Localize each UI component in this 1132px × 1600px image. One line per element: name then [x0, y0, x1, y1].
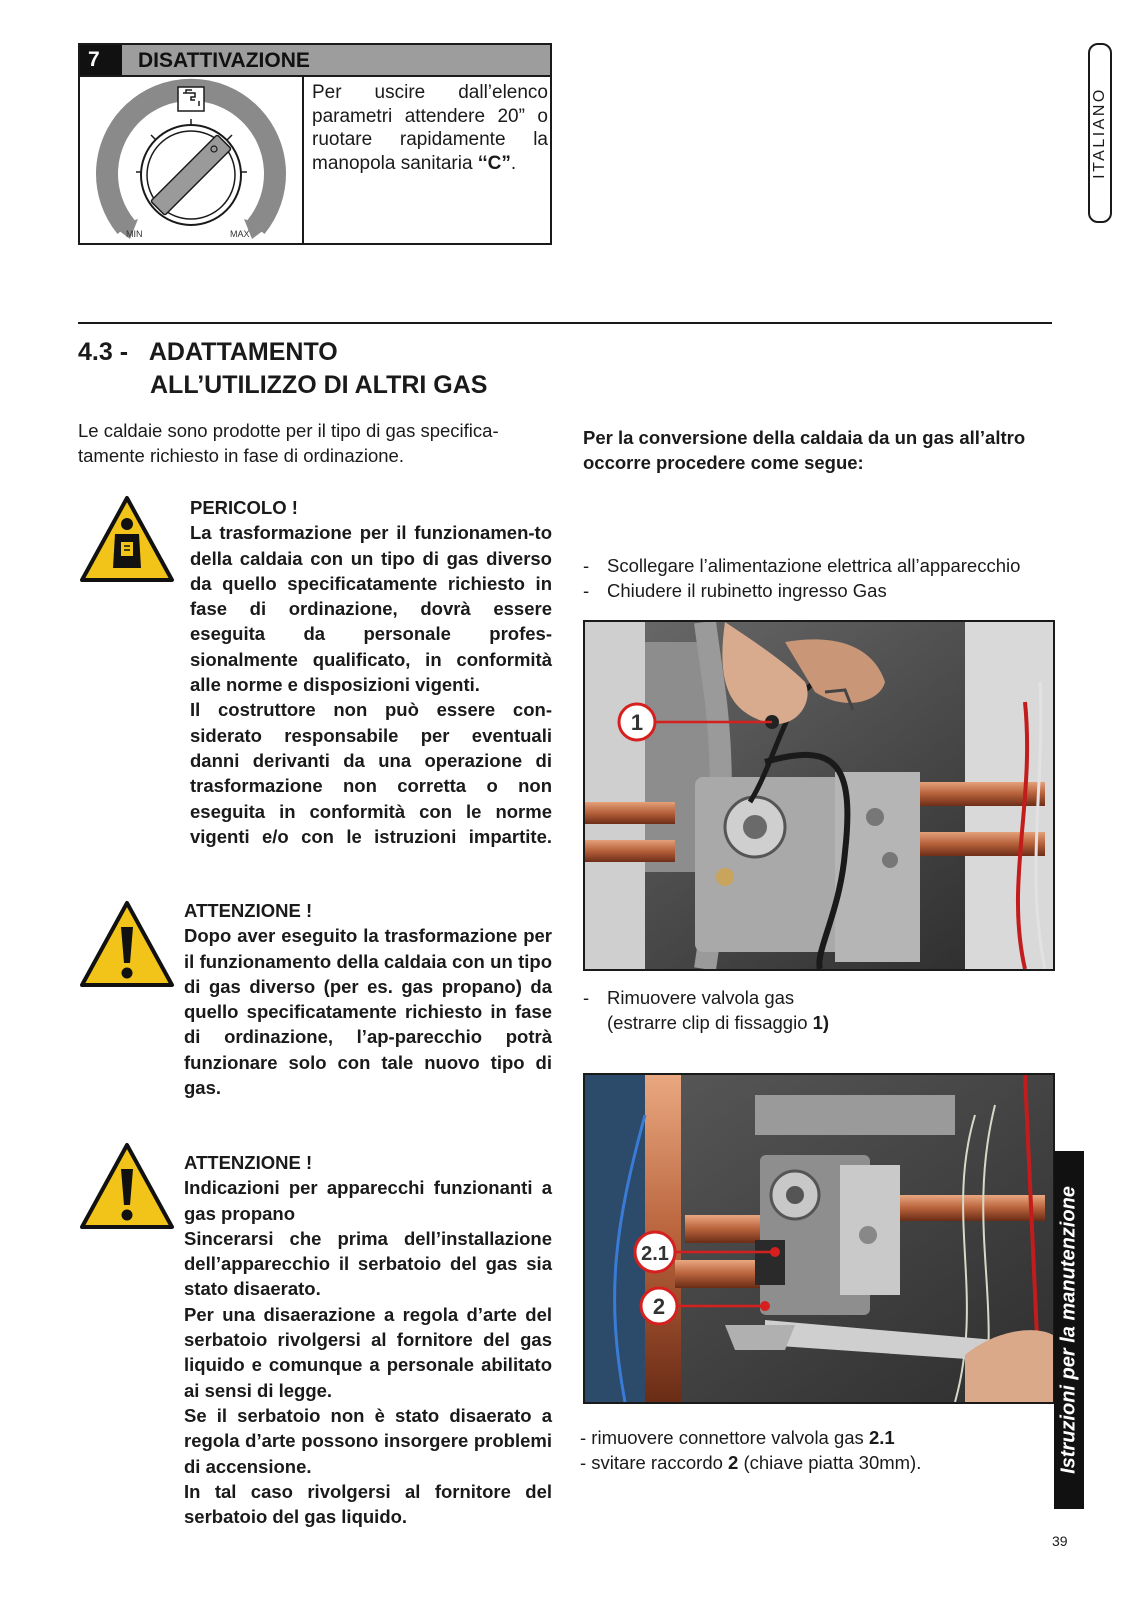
intro-text: Le caldaie sono prodotte per il tipo di gas specifica- tamente richiesto in fase di ordinazione.	[78, 420, 499, 466]
step-instructions: Per uscire dall’elenco parametri attendere 20” o ruotare rapidamente la manopola sanitaria ‘‘C”.	[312, 82, 548, 174]
svg-text:MAX: MAX	[230, 229, 250, 239]
callout-1: 1	[630, 710, 644, 735]
list-item: - Chiudere il rubinetto ingresso Gas	[583, 580, 887, 601]
knob-figure	[80, 77, 304, 243]
section-tab-label: Istruzioni per la manutenzione	[1057, 1186, 1080, 1474]
gas-valve-photo-2	[583, 1073, 1055, 1404]
exclamation-warning-icon	[78, 899, 176, 989]
list-item: - Scollegare l’alimentazione elettrica all’apparecchio	[583, 555, 1021, 576]
svg-text:MIN: MIN	[126, 229, 143, 239]
step-title: DISATTIVAZIONE	[138, 49, 310, 72]
gas-valve-photo-1	[583, 620, 1055, 971]
step-number: 7	[80, 45, 122, 75]
section-divider	[78, 322, 1052, 324]
language-tab-label: ITALIANO	[1091, 87, 1108, 179]
danger-warning: PERICOLO ! La trasformazione per il funzionamen-to della caldaia con un tipo di gas diverso da quello specificatamente richiesto in fase di ordinazione, dovrà essere eseguita da personale profes-sionalmente qualificato, in conformità alle norme e disposizioni vigenti. Il costruttore non può essere con-siderato responsabile per eventuali danni derivanti da una operazione di trasformazione non corretta o non eseguita in conformità con le norme vigenti e/o con le istruzioni impartite.	[190, 497, 552, 847]
tap-icon	[178, 87, 204, 111]
callout-2-1: 2.1	[641, 1243, 669, 1265]
page-number: 39	[1052, 1533, 1068, 1549]
attention-warning-1: ATTENZIONE ! Dopo aver eseguito la trasformazione per il funzionamento della caldaia con un tipo di gas diverso (per es. gas propano) da quello specificatamente richiesto in fase di ordinazione, l’ap-parecchio potrà funzionare solo con tale nuovo tipo di gas.	[184, 900, 552, 1099]
preparation-steps	[583, 553, 1053, 603]
conversion-intro: Per la conversione della caldaia da un gas all’altro occorre procedere come segue:	[583, 427, 1026, 473]
step-7-box	[78, 43, 552, 245]
attention-warning-2: ATTENZIONE ! Indicazioni per apparecchi funzionanti a gas propano Sincerarsi che prima dell’installazione dell’apparecchio il serbatoio del gas sia stato disaerato. Per una disaerazione a regola d’arte del serbatoio rivolgersi al fornitore del gas liquido e comunque a personale abilitato ai sensi di legge. Se il serbatoio non è stato disaerato a regola d’arte possono insorgere problemi di accensione. In tal caso rivolgersi al fornitore del serbatoio del gas liquido.	[184, 1152, 552, 1528]
danger-person-warning-icon	[78, 494, 176, 584]
section-title: 4.3 - ADATTAMENTO ALL’UTILIZZO DI ALTRI GAS	[78, 338, 488, 399]
step-header	[80, 45, 550, 77]
photo1-caption: - Rimuovere valvola gas (estrarre clip di fissaggio 1)	[583, 987, 830, 1033]
callout-2: 2	[652, 1294, 666, 1319]
photo2-caption: - rimuovere connettore valvola gas 2.1 - svitare raccordo 2 (chiave piatta 30mm).	[580, 1427, 922, 1473]
exclamation-warning-icon	[78, 1141, 176, 1231]
knob-dial-illustration	[80, 77, 302, 243]
